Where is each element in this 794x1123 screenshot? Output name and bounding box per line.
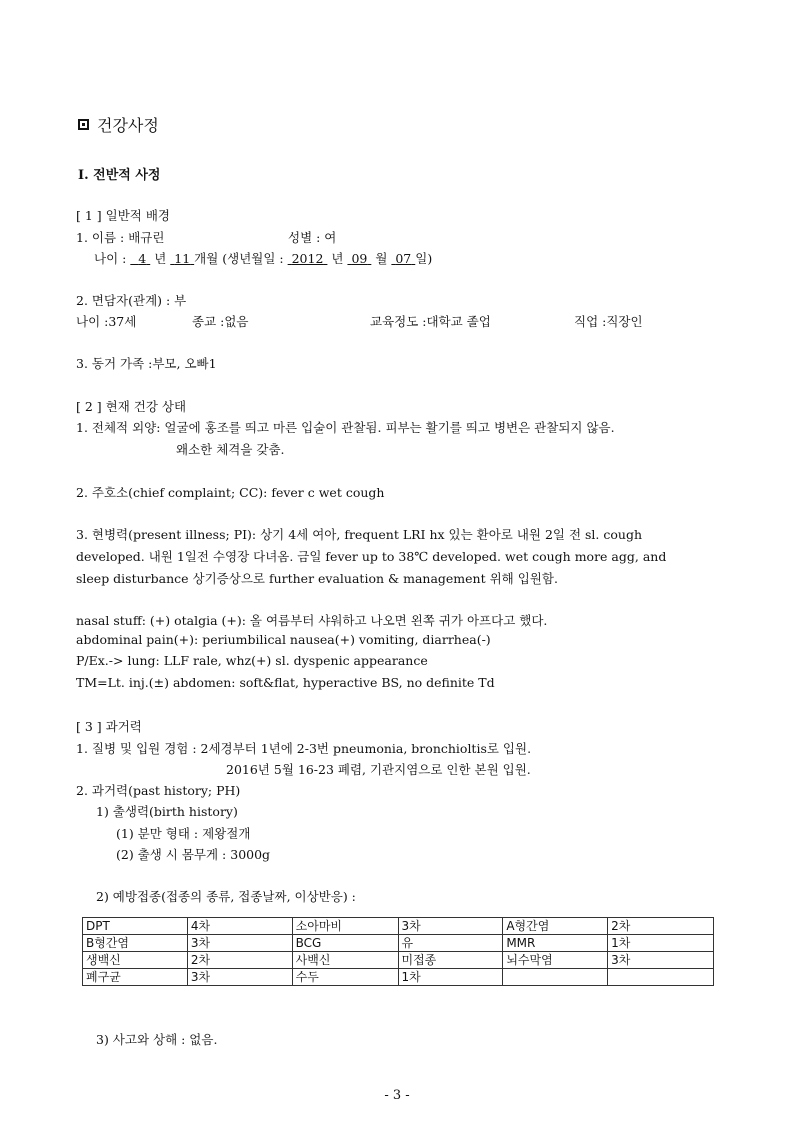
table-cell xyxy=(608,969,714,986)
accident-line: 3) 사고와 상해 : 없음. xyxy=(96,1032,218,1047)
table-row xyxy=(83,935,714,952)
table-cell: 1차 xyxy=(608,935,714,952)
gender-line: 성별 : 여 xyxy=(288,230,337,245)
table-row xyxy=(83,952,714,969)
table-cell: 1차 xyxy=(398,969,503,986)
table-cell: 2차 xyxy=(187,952,292,969)
table-cell: 사백신 xyxy=(292,952,398,969)
table-cell: 3차 xyxy=(398,918,503,935)
table-cell: 3차 xyxy=(187,969,292,986)
past-history: 2. 과거력(past history; PH) xyxy=(76,783,241,798)
table-cell: 수두 xyxy=(292,969,398,986)
table-row xyxy=(83,969,714,986)
appearance-line-1: 1. 전체적 외양: 얼굴에 홍조를 띄고 마른 입술이 관찰됨. 피부는 활기를 띄고 병변은 관찰되지 않음. xyxy=(76,420,615,435)
table-cell: 생백신 xyxy=(83,952,188,969)
table-cell xyxy=(503,969,608,986)
table-cell: 2차 xyxy=(608,918,714,935)
birth-type: (1) 분만 형태 : 제왕절개 xyxy=(116,826,251,841)
chief-complaint: 2. 주호소(chief complaint; CC): fever c wet cough xyxy=(76,485,385,500)
present-illness-line-1: 3. 현병력(present illness; PI): 상기 4세 여아, frequent LRI hx 있는 환아로 내원 2일 전 sl. cough xyxy=(76,527,642,542)
age-line xyxy=(94,249,432,267)
table-cell: A형간염 xyxy=(503,918,608,935)
table-cell: 3차 xyxy=(608,952,714,969)
table-cell: 폐구균 xyxy=(83,969,188,986)
square-bullet-icon xyxy=(78,119,89,130)
birth-year: 2012 xyxy=(291,251,324,266)
interviewee-job: 직업 :직장인 xyxy=(574,314,643,329)
birth-day: 07 xyxy=(395,251,412,266)
appearance-line-2: 왜소한 체격을 갖춤. xyxy=(176,442,285,457)
exam-line-3: P/Ex.-> lung: LLF rale, whz(+) sl. dyspenic appearance xyxy=(76,653,428,668)
section-heading: I. 전반적 사정 xyxy=(78,168,161,183)
table-cell: 미접종 xyxy=(398,952,503,969)
age-months: 11 xyxy=(174,251,191,266)
exam-line-2: abdominal pain(+): periumbilical nausea(+) vomiting, diarrhea(-) xyxy=(76,632,491,647)
age-unit: 년 xyxy=(154,251,167,266)
table-row xyxy=(83,918,714,935)
age-prefix: 나이 : xyxy=(94,251,127,266)
interviewee-religion: 종교 :없음 xyxy=(192,314,249,329)
interviewee-age: 나이 :37세 xyxy=(76,314,137,329)
vaccination-heading: 2) 예방접종(접종의 종류, 접종날짜, 이상반응) : xyxy=(96,889,356,904)
page-number: - 3 - xyxy=(384,1088,410,1103)
subsection-heading-1: [ 1 ] 일반적 배경 xyxy=(76,208,170,223)
birth-month: 09 xyxy=(351,251,368,266)
subsection-heading-2: [ 2 ] 현재 건강 상태 xyxy=(76,399,187,414)
illness-line-1: 1. 질병 및 입원 경험 : 2세경부터 1년에 2-3번 pneumonia, bronchioltis로 입원. xyxy=(76,741,532,756)
birth-month-unit: 월 xyxy=(375,251,388,266)
name-line: 1. 이름 : 배규린 xyxy=(76,230,165,245)
illness-line-2: 2016년 5월 16-23 폐렴, 기관지염으로 인한 본원 입원. xyxy=(226,762,531,777)
family-line: 3. 동거 가족 :부모, 오빠1 xyxy=(76,356,217,371)
present-illness-line-2: developed. 내원 1일전 수영장 다녀옴. 금일 fever up to 38℃ developed. wet cough more agg, and xyxy=(76,549,667,564)
exam-line-1: nasal stuff: (+) otalgia (+): 올 여름부터 샤워하고 나오면 왼쪽 귀가 아프다고 했다. xyxy=(76,613,548,628)
document-title xyxy=(78,113,159,136)
table-cell: DPT xyxy=(83,918,188,935)
table-cell: 4차 xyxy=(187,918,292,935)
birth-weight: (2) 출생 시 몸무게 : 3000g xyxy=(116,847,271,862)
subsection-heading-3: [ 3 ] 과거력 xyxy=(76,719,142,734)
title-text: 건강사정 xyxy=(97,116,159,135)
birth-day-unit: 일) xyxy=(415,251,433,266)
table-cell: 3차 xyxy=(187,935,292,952)
exam-line-4: TM=Lt. inj.(±) abdomen: soft&flat, hyperactive BS, no definite Td xyxy=(76,675,495,690)
table-cell: B형간염 xyxy=(83,935,188,952)
table-cell: 유 xyxy=(398,935,503,952)
present-illness-line-3: sleep disturbance 상기증상으로 further evaluation & management 위해 입원함. xyxy=(76,571,558,586)
table-cell: 뇌수막염 xyxy=(503,952,608,969)
age-years: 4 xyxy=(138,251,147,266)
interviewee-line: 2. 면담자(관계) : 부 xyxy=(76,293,187,308)
table-cell: 소아마비 xyxy=(292,918,398,935)
table-cell: BCG xyxy=(292,935,398,952)
birth-history: 1) 출생력(birth history) xyxy=(96,804,238,819)
age-month-unit: 개월 (생년월일 : xyxy=(194,251,284,266)
interviewee-education: 교육정도 :대학교 졸업 xyxy=(370,314,491,329)
table-cell: MMR xyxy=(503,935,608,952)
birth-year-unit: 년 xyxy=(331,251,344,266)
vaccination-table xyxy=(82,917,714,986)
